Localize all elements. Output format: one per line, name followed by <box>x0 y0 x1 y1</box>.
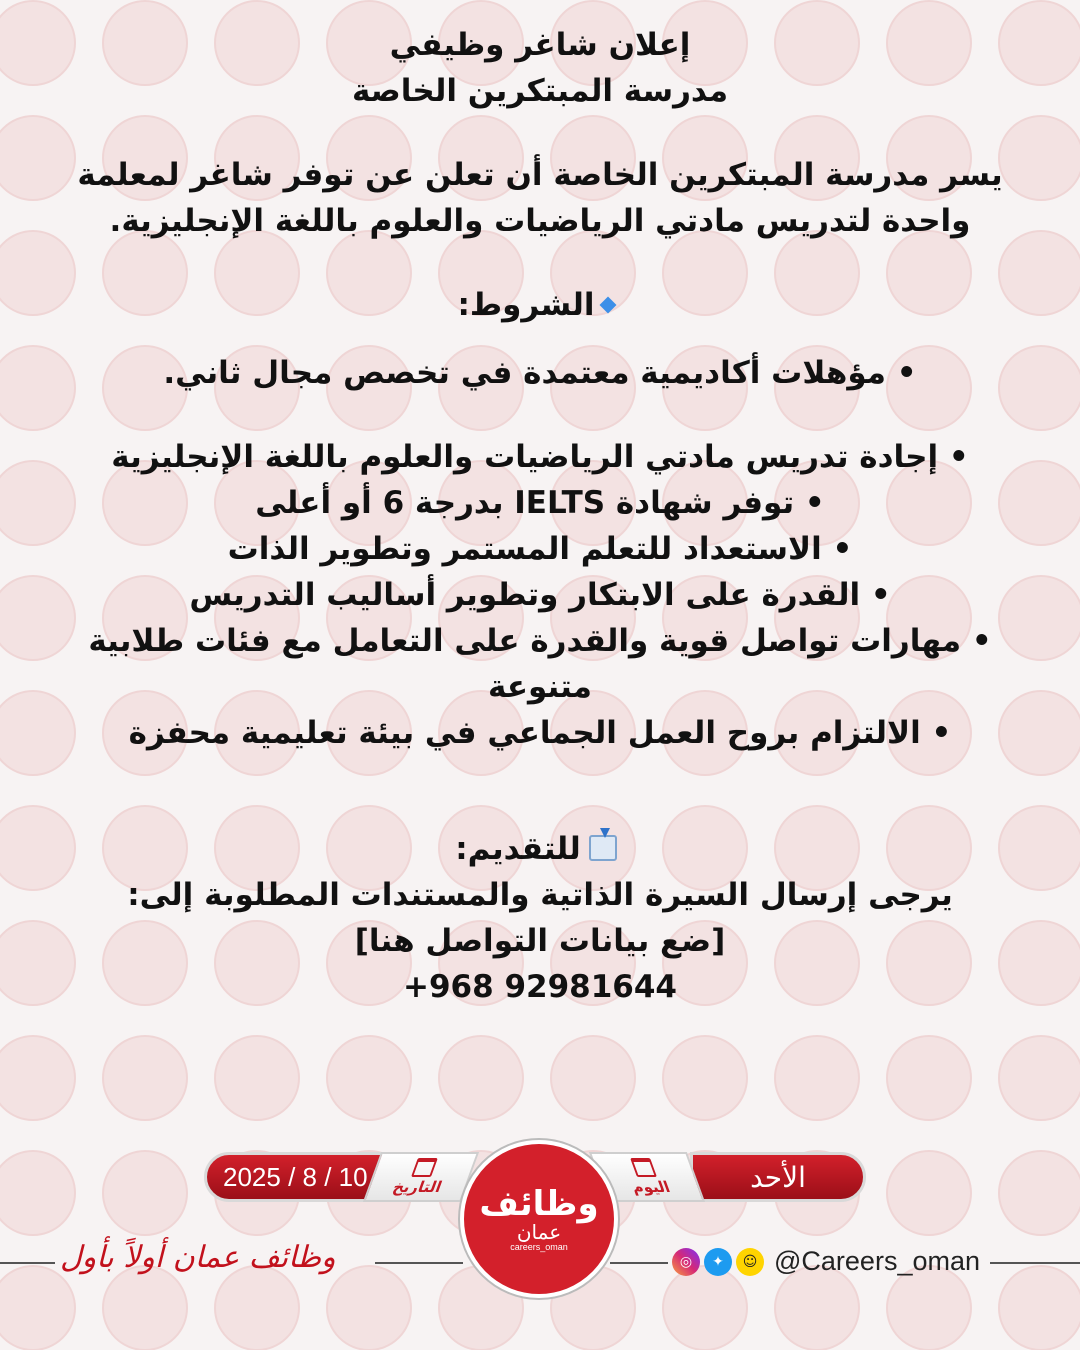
conditions-heading: الشروط: <box>40 282 1040 328</box>
watermark-logo <box>438 1035 524 1121</box>
condition-item-6: • مهارات تواصل قوية والقدرة على التعامل مع فئات طلابية متنوعة <box>88 623 992 705</box>
intro-paragraph: يسر مدرسة المبتكرين الخاصة أن تعلن عن توفر شاغر لمعلمة واحدة لتدريس مادتي الرياضيات والعلوم باللغة الإنجليزية. <box>77 157 1003 239</box>
social-links <box>672 1246 980 1277</box>
watermark-logo <box>998 1035 1080 1121</box>
announcement-title: إعلان شاغر وظيفي <box>389 27 691 63</box>
calendar-icon <box>630 1158 657 1177</box>
contact-placeholder: [ضع بيانات التواصل هنا] <box>354 923 726 959</box>
condition-item-4: • الاستعداد للتعلم المستمر وتطوير الذات <box>227 531 853 567</box>
watermark-logo <box>0 1150 76 1236</box>
brand-logo: وظائف عمان careers_oman <box>460 1140 618 1298</box>
condition-item-3: • توفر شهادة IELTS بدرجة 6 أو أعلى <box>255 485 825 521</box>
day-banner <box>690 1152 866 1202</box>
footer-divider-mid-left <box>375 1262 463 1264</box>
footer-divider-right <box>990 1262 1080 1264</box>
watermark-logo <box>214 1265 300 1350</box>
condition-item-2: • إجادة تدريس مادتي الرياضيات والعلوم باللغة الإنجليزية <box>111 439 969 475</box>
watermark-logo <box>102 1035 188 1121</box>
footer-divider-left <box>0 1262 55 1264</box>
watermark-logo <box>774 1035 860 1121</box>
condition-item-5: • القدرة على الابتكار وتطوير أساليب التدريس <box>189 577 891 613</box>
watermark-logo <box>774 1265 860 1350</box>
apply-heading: للتقديم: <box>40 826 1040 872</box>
apply-text: يرجى إرسال السيرة الذاتية والمستندات المطلوبة إلى: <box>127 877 953 913</box>
calendar-icon <box>411 1158 438 1177</box>
condition-item-1: • مؤهلات أكاديمية معتمدة في تخصص مجال ثاني. <box>163 355 917 391</box>
date-tag: التاريخ <box>363 1152 479 1202</box>
announcement-body <box>40 22 1040 1010</box>
watermark-logo <box>0 1035 76 1121</box>
mail-inbox-icon <box>589 835 617 861</box>
social-handle[interactable]: @Careers_oman <box>774 1246 980 1276</box>
watermark-logo <box>886 1150 972 1236</box>
footer-divider-mid-right <box>610 1262 668 1264</box>
watermark-logo <box>998 1150 1080 1236</box>
instagram-icon[interactable]: ◎ <box>672 1248 700 1276</box>
watermark-logo <box>326 1035 412 1121</box>
day-value: الأحد <box>750 1160 806 1194</box>
diamond-icon <box>600 296 617 313</box>
school-name: مدرسة المبتكرين الخاصة <box>351 73 729 109</box>
day-tag: اليوم <box>589 1152 705 1202</box>
watermark-logo <box>214 1035 300 1121</box>
watermark-logo <box>326 1265 412 1350</box>
slogan: وظائف عمان أولاً بأول <box>60 1240 336 1275</box>
watermark-logo <box>102 1265 188 1350</box>
watermark-logo <box>662 1035 748 1121</box>
twitter-icon[interactable]: ✦ <box>704 1248 732 1276</box>
watermark-logo <box>886 1265 972 1350</box>
watermark-logo <box>102 1150 188 1236</box>
date-banner <box>204 1152 390 1202</box>
watermark-logo <box>662 1265 748 1350</box>
watermark-logo <box>0 1265 76 1350</box>
phone-number: +968 92981644 <box>402 969 678 1005</box>
watermark-logo <box>998 1265 1080 1350</box>
watermark-logo <box>886 1035 972 1121</box>
condition-item-7: • الالتزام بروح العمل الجماعي في بيئة تعليمية محفزة <box>128 715 952 751</box>
date-value: 2025 / 8 / 10 <box>223 1161 368 1192</box>
snapchat-icon[interactable]: ☺ <box>736 1248 764 1276</box>
watermark-logo <box>550 1035 636 1121</box>
